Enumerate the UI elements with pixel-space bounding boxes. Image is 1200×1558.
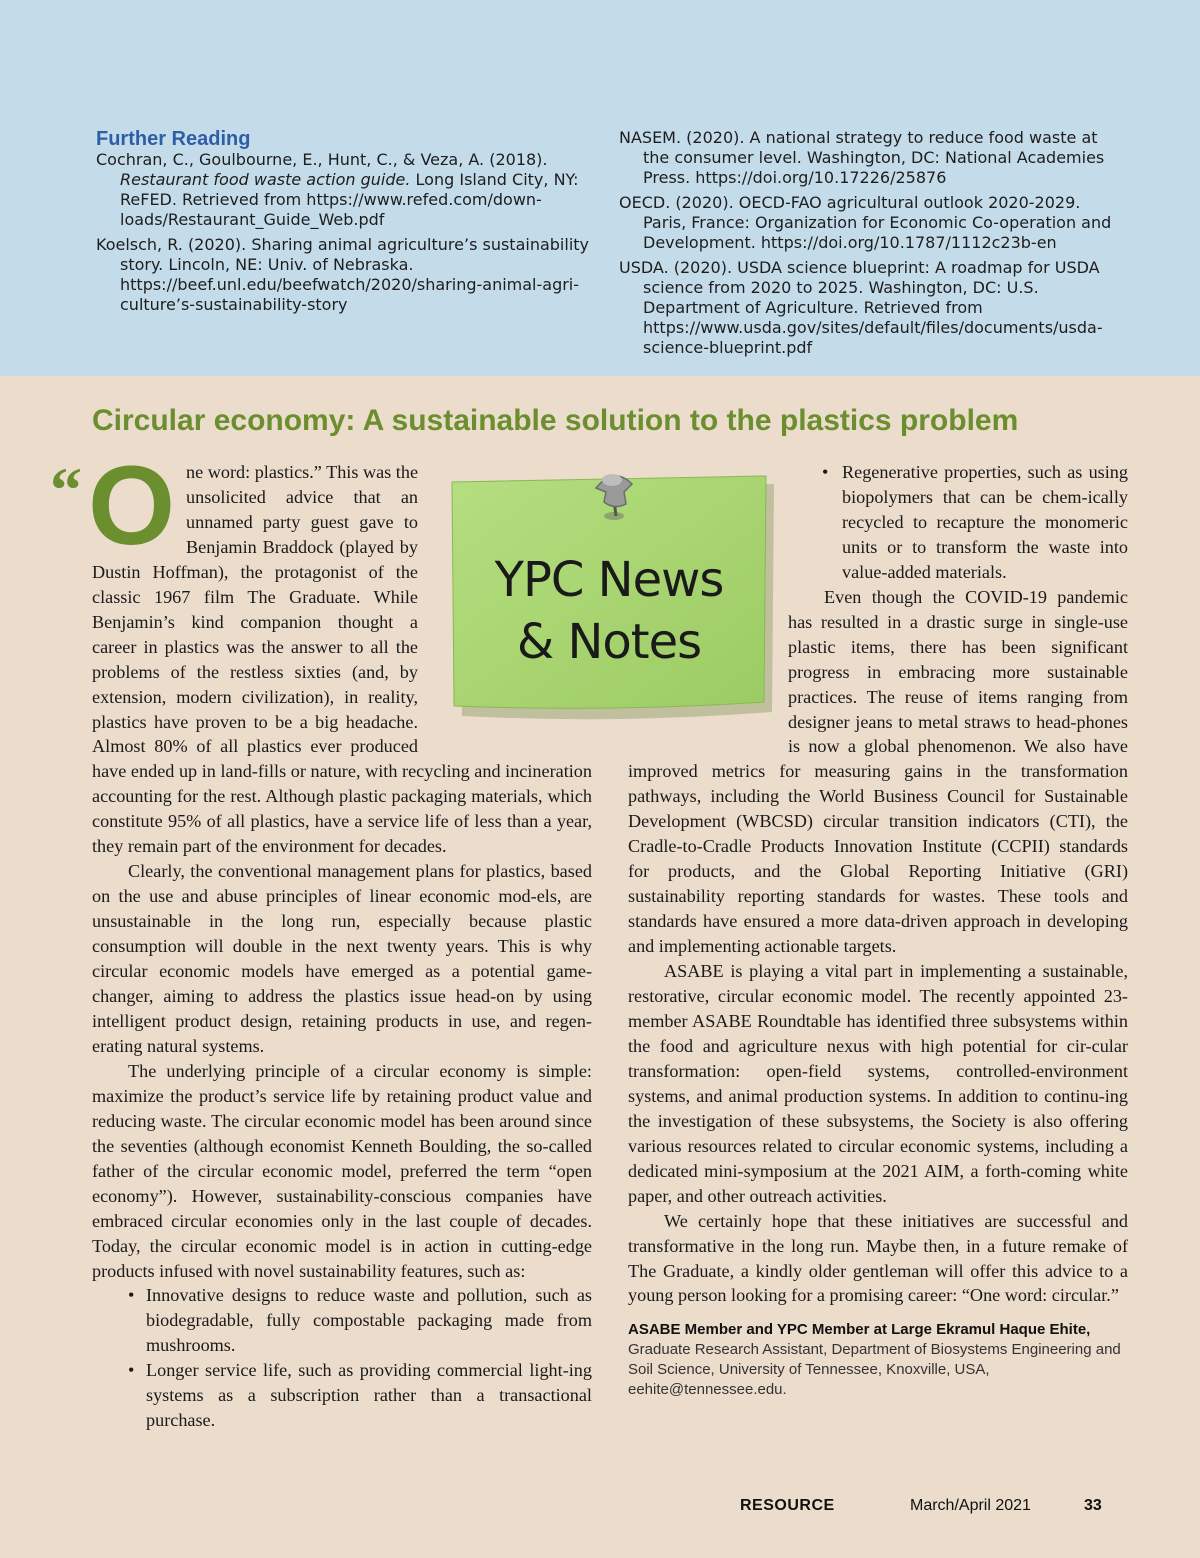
reference-text: NASEM. (2020). A national strategy to reduce food waste at the consumer level. Washington, DC: National Academies Press. https://doi.org/10.17226/25876 — [619, 128, 1105, 187]
reference-text: Koelsch, R. (2020). Sharing animal agriculture’s sustainability story. Lincoln, NE: Univ. of Nebraska. https://beef.unl.edu/beefwatch/2020/sharing-animal-agri-culture’s-sustainability-story — [96, 235, 590, 314]
reference-entry — [619, 258, 1119, 358]
further-reading-left-column — [96, 128, 596, 320]
note-title-line1: YPC News — [494, 552, 724, 608]
body-paragraph: We certainly hope that these initiatives are successful and transformative in the long run. Maybe then, in a future remake of The Graduate, a kindly older gentleman will offer this advice to a young person looking for a promising career: “One word: circular.” — [628, 1210, 1128, 1306]
reference-text: OECD. (2020). OECD-FAO agricultural outlook 2020-2029. Paris, France: Organization for Economic Co-operation and Development. https://doi.org/10.1787/1112c23b-en — [619, 193, 1112, 252]
author-name: ASABE Member and YPC Member at Large Ekramul Haque Ehite, — [628, 1321, 1091, 1339]
body-paragraph: ASABE is playing a vital part in implementing a sustainable, restorative, circular economic model. The recently appointed 23-member ASABE Roundtable has identified three subsystems within the food and agriculture nexus with high potential for cir-cular transformation: open-field systems, controlled-environment systems, and animal production systems. In addition to continu-ing the investigation of these subsystems, the Society is also offering various resources related to circular economic systems, including a dedicated mini-symposium at the 2021 AIM, a forth-coming white paper, and other outreach activities. — [628, 961, 1128, 1206]
body-paragraph: The underlying principle of a circular economy is simple: maximize the product’s service life by retaining product value and reducing waste. The circular economic model has been around since the seventies (although economist Kenneth Boulding, the so-called father of the circular economic model, preferred the term “open economy”). However, sustainability-conscious companies have embraced circular economies only in the last couple of decades. Today, the circular economic model is in action in cutting-edge products infused with novel sustainability features, such as: — [92, 1060, 592, 1281]
reference-entry — [619, 128, 1119, 188]
reference-text: Cochran, C., Goulbourne, E., Hunt, C., & Veza, A. (2018). — [96, 150, 548, 169]
author-affiliation: Graduate Research Assistant, Department of Biosystems Engineering and Soil Science, University of Tennessee, Knoxville, USA, eehite@tennessee.edu. — [628, 1341, 1121, 1399]
further-reading-heading: Further Reading — [96, 128, 251, 150]
reference-entry — [96, 235, 596, 315]
author-bio — [628, 1320, 1128, 1400]
publication-name: RESOURCE — [740, 1497, 835, 1514]
issue-date: March/April 2021 — [910, 1497, 1031, 1514]
list-item: • Innovative designs to reduce waste and pollution, such as biodegradable, fully compostable packaging made from mushrooms. — [146, 1283, 592, 1358]
ypc-sticky-note — [444, 470, 780, 722]
note-title-line2: & Notes — [516, 614, 702, 670]
feature-list — [92, 1283, 592, 1433]
body-paragraph: Even though the COVID-19 pandemic has resulted in a drastic surge in single-use plastic items, there has been significant progress in embracing more sustainable practices. The reuse of items ranging from designer jeans to metal straws to head-phones is now a global phenomenon. We also have improved metrics for measuring gains in the transformation pathways, including the World Business Council for Sustainable Development (WBCSD) circular transition indicators (CTI), the Cradle-to-Cradle Products Innovation Institute (CCPII) standards for products, and the Global Reporting Initiative (GRI) sustainability reporting standards for wastes. These tools and standards have ensured a more data-driven approach in developing and implementing actionable targets. — [628, 586, 1128, 957]
reference-entry — [96, 150, 596, 230]
reference-text: Long Island City, NY: ReFED. Retrieved from https://www.refed.com/down-loads/Restaurant_Guide_Web.pdf — [120, 170, 579, 229]
reference-title: Restaurant food waste action guide. — [120, 170, 411, 189]
drop-cap-letter: O — [88, 443, 176, 568]
drop-cap — [50, 443, 186, 568]
article-title: Circular economy: A sustainable solution to the plastics problem — [92, 404, 1019, 437]
list-item: • Longer service life, such as providing commercial light-ing systems as a subscription rather than a transactional purchase. — [146, 1358, 592, 1433]
page-number: 33 — [1084, 1497, 1102, 1514]
body-paragraph: Clearly, the conventional management plans for plastics, based on the use and abuse principles of linear economic mod-els, are unsustainable in the long run, especially because plastic consumption will double in the next twenty years. This is why circular economic models have emerged as a potential game-changer, aiming to address the plastics issue head-on by using intelligent product design, retaining products in use, and regen-erating natural systems. — [92, 861, 592, 1056]
drop-quote-mark: “ — [50, 454, 82, 525]
reference-entry — [619, 193, 1119, 253]
list-item: • Regenerative properties, such as using biopolymers that can be chem-ically recycled to recapture the monomeric units or to transform the waste into value-added materials. — [842, 460, 1128, 585]
lead-paragraph: ne word: plastics.” This was the unsolicited advice that an unnamed party guest gave to Benjamin Braddock (played by Dustin Hoffman), the protagonist of the classic 1967 film The Graduate. While Benjamin’s kind companion thought a career in plastics was the answer to all the problems of the restless sixties (and, by extension, modern civilization), in reality, plastics have proven to be a big headache. Almost 80% of all plastics ever produced have ended up in land-fills or nature, with recycling and incineration accounting for the rest. Although plastic packaging materials, which constitute 95% of all plastics, have a service life of less than a year, they remain part of the environment for decades. — [92, 462, 592, 857]
reference-text: USDA. (2020). USDA science blueprint: A roadmap for USDA science from 2020 to 2025. Washington, DC: U.S. Department of Agriculture. Retrieved from https://www.usda.gov/sites/default/files/documents/usda-science-blueprint.pdf — [619, 258, 1103, 357]
further-reading-right-column — [619, 128, 1119, 363]
